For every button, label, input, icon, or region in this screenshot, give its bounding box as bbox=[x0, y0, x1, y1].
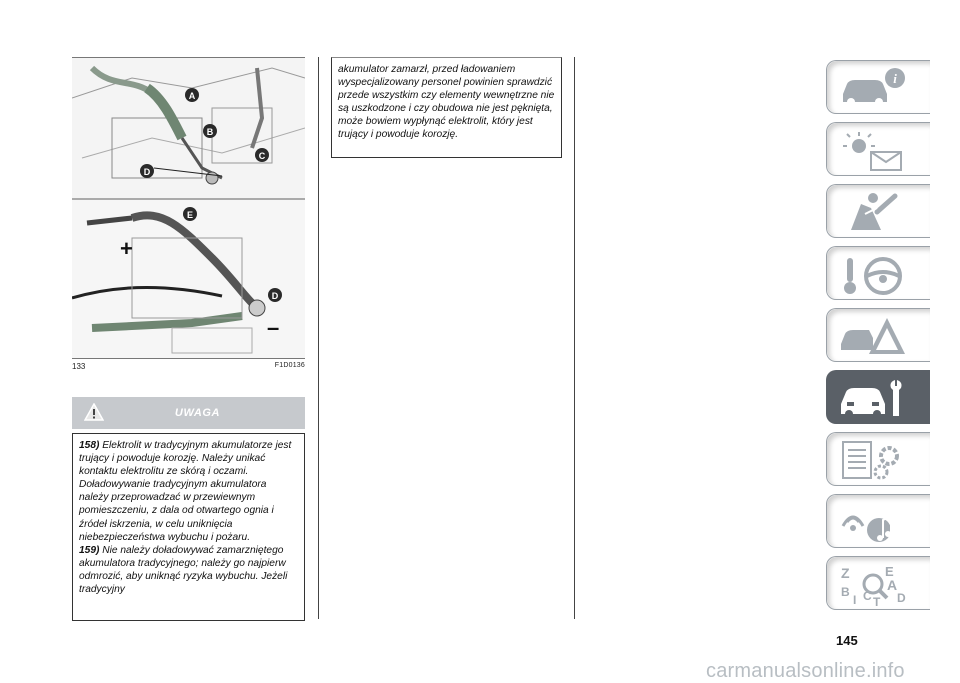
warning-header bbox=[72, 397, 305, 429]
warning-title: UWAGA bbox=[174, 407, 221, 419]
polarity-plus-label: + bbox=[120, 236, 133, 261]
callout-d-bottom bbox=[268, 288, 282, 302]
car-info-icon bbox=[837, 66, 907, 110]
battery-illustration bbox=[72, 58, 305, 359]
steering-wheel-key-icon bbox=[837, 252, 907, 296]
index-letter: D bbox=[897, 591, 906, 605]
callout-a bbox=[185, 88, 199, 102]
airbag-seat-icon bbox=[837, 190, 907, 234]
alphabetical-index-icon bbox=[837, 562, 907, 606]
warning-body bbox=[72, 433, 305, 621]
svg-text:D: D bbox=[143, 167, 151, 177]
figure-code: F1D0136 bbox=[274, 362, 305, 369]
svg-text:B: B bbox=[206, 127, 214, 137]
svg-text:i: i bbox=[893, 71, 897, 86]
warning-item-text: Elektrolit w tradycyjnym akumulatorze jest trujący i powoduje korozję. Należy unikać kontaktu elektrolitu ze skórą i oczami. Doładowywanie tradycyjnym akumulatora należy przeprowadzać w przewiewnym pomieszczeniu, z dala od otwartego ognia i źródeł iskrzenia, w celu uniknięcia niebezpieczeństwa wybuchu i pożaru. bbox=[79, 440, 292, 543]
warning-item-number: 159) bbox=[79, 544, 100, 556]
tab-technical-data[interactable] bbox=[826, 432, 930, 486]
battery-figure bbox=[72, 57, 305, 359]
tab-multimedia[interactable] bbox=[826, 494, 930, 548]
svg-text:A: A bbox=[188, 91, 196, 101]
warning-item-text: Nie należy doładowywać zamarzniętego akumulatora tradycyjnego; należy go najpierw odmrozić, aby uniknąć ryzyka wybuchu. Jeżeli tradycyjny bbox=[79, 544, 288, 596]
index-letter: E bbox=[885, 564, 894, 579]
tab-emergency[interactable] bbox=[826, 308, 930, 362]
index-letter: A bbox=[887, 577, 898, 593]
figure-top-panel bbox=[72, 58, 305, 198]
warning-item-number: 158) bbox=[79, 440, 100, 451]
multimedia-music-icon bbox=[837, 500, 907, 544]
warning-item-159 bbox=[79, 544, 298, 596]
accident-warning-triangle-icon bbox=[837, 314, 907, 358]
tab-car-info[interactable] bbox=[826, 60, 930, 114]
index-letter: C bbox=[863, 589, 872, 603]
polarity-minus-label: – bbox=[267, 315, 280, 340]
callout-e bbox=[183, 207, 197, 221]
column-divider bbox=[318, 57, 319, 619]
svg-text:E: E bbox=[186, 210, 194, 220]
warning-light-message-icon bbox=[837, 128, 907, 172]
tab-maintenance[interactable] bbox=[826, 370, 930, 424]
column-divider bbox=[574, 57, 575, 619]
svg-text:C: C bbox=[258, 151, 266, 161]
figure-number: 133 bbox=[72, 362, 86, 371]
warning-continuation: akumulator zamarzł, przed ładowaniem wyspecjalizowany personel powinien sprawdzić przede wszystkim czy elementy wewnętrzne nie są uszkodzone i czy obudowa nie jest pęknięta, może bowiem wypłynąć elektrolit, który jest trujący i powoduje korozję. bbox=[331, 57, 562, 158]
tab-index[interactable] bbox=[826, 556, 930, 610]
watermark: carmanualsonline.info bbox=[706, 660, 905, 682]
index-letter: T bbox=[873, 595, 881, 606]
svg-text:D: D bbox=[271, 291, 279, 301]
callout-c bbox=[255, 148, 269, 162]
tab-warning-lights[interactable] bbox=[826, 122, 930, 176]
callout-d-top bbox=[140, 164, 154, 178]
callout-b bbox=[203, 124, 217, 138]
tab-safety[interactable] bbox=[826, 184, 930, 238]
car-wrench-icon bbox=[837, 376, 907, 420]
specs-gear-icon bbox=[837, 438, 907, 482]
index-letter: Z bbox=[841, 565, 850, 581]
index-letter: B bbox=[841, 585, 850, 599]
index-letter: I bbox=[853, 593, 857, 606]
warning-item-158 bbox=[79, 439, 298, 544]
page-number: 145 bbox=[836, 633, 858, 648]
tab-starting-driving[interactable] bbox=[826, 246, 930, 300]
